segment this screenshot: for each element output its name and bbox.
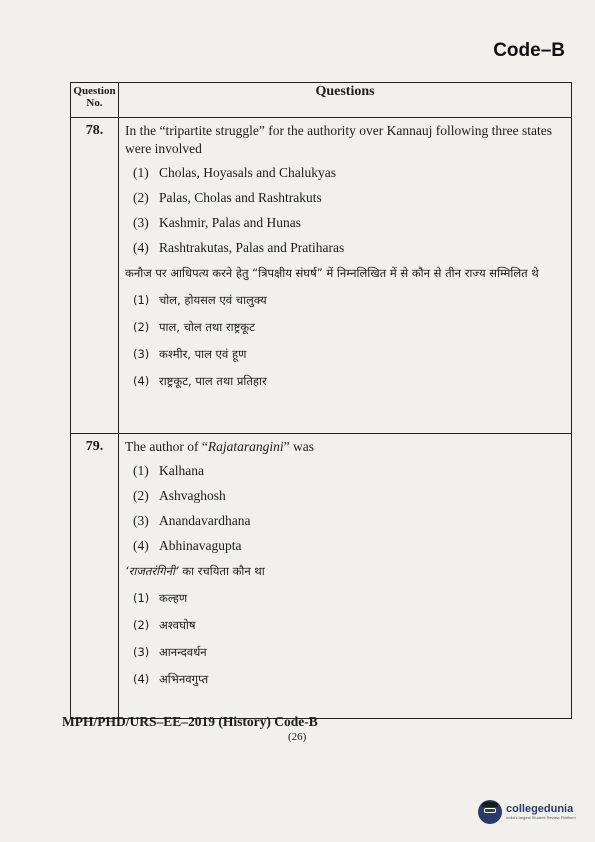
question-text-hindi: कनौज पर आधिपत्य करने हेतु “त्रिपक्षीय संघर्ष” में निम्नलिखित में से कौन से तीन राज्य सम्मिलित थे <box>125 266 539 280</box>
question-body <box>119 118 572 434</box>
option: (3) Anandavardhana <box>133 513 251 528</box>
option: (2) पाल, चोल तथा राष्ट्रकूट <box>133 320 255 334</box>
option: (2) अश्वघोष <box>133 618 196 632</box>
option: (4) अभिनवगुप्त <box>133 672 209 686</box>
option: (4) राष्ट्रकूट, पाल तथा प्रतिहार <box>133 374 267 388</box>
student-avatar-icon <box>478 800 502 824</box>
collegedunia-logo[interactable] <box>478 800 576 824</box>
brand-text <box>506 804 576 820</box>
question-table <box>70 82 572 719</box>
question-text-english: The author of “Rajatarangini” was <box>125 439 314 454</box>
brand-name: collegedunia <box>506 803 574 815</box>
questions-header: Questions <box>119 83 572 118</box>
question-row-79 <box>71 434 572 719</box>
option: (2) Palas, Cholas and Rashtrakuts <box>133 190 322 205</box>
option: (4) Abhinavagupta <box>133 538 242 553</box>
book-title: Rajatarangini <box>207 439 284 454</box>
options-english <box>125 462 565 555</box>
option: (1) चोल, होयसल एवं चालुक्य <box>133 293 267 307</box>
option: (3) कश्मीर, पाल एवं हूण <box>133 347 247 361</box>
options-english <box>125 164 565 257</box>
option: (1) Cholas, Hoyasals and Chalukyas <box>133 165 336 180</box>
options-hindi <box>125 291 565 390</box>
option: (1) कल्हण <box>133 591 188 605</box>
option: (3) आनन्दवर्धन <box>133 645 207 659</box>
question-no-header: Question No. <box>71 83 119 118</box>
paper-code: Code–B <box>493 40 565 61</box>
option: (3) Kashmir, Palas and Hunas <box>133 215 301 230</box>
question-number: 79. <box>71 434 119 719</box>
table-header-row <box>71 83 572 118</box>
option: (4) Rashtrakutas, Palas and Pratiharas <box>133 240 345 255</box>
question-text-hindi: ‘राजतरंगिनी’ का रचयिता कौन था <box>125 564 265 578</box>
question-body <box>119 434 572 719</box>
footer-code: MPH/PHD/URS–EE–2019 (History) Code-B <box>62 714 318 729</box>
question-number: 78. <box>71 118 119 434</box>
question-row-78 <box>71 118 572 434</box>
page-number: (26) <box>288 731 307 743</box>
option: (1) Kalhana <box>133 463 204 478</box>
question-text-english: In the “tripartite struggle” for the authority over Kannauj following three states were involved <box>125 123 552 156</box>
option: (2) Ashvaghosh <box>133 488 226 503</box>
brand-tagline: India's largest Student Review Platform <box>506 815 576 820</box>
options-hindi <box>125 589 565 688</box>
